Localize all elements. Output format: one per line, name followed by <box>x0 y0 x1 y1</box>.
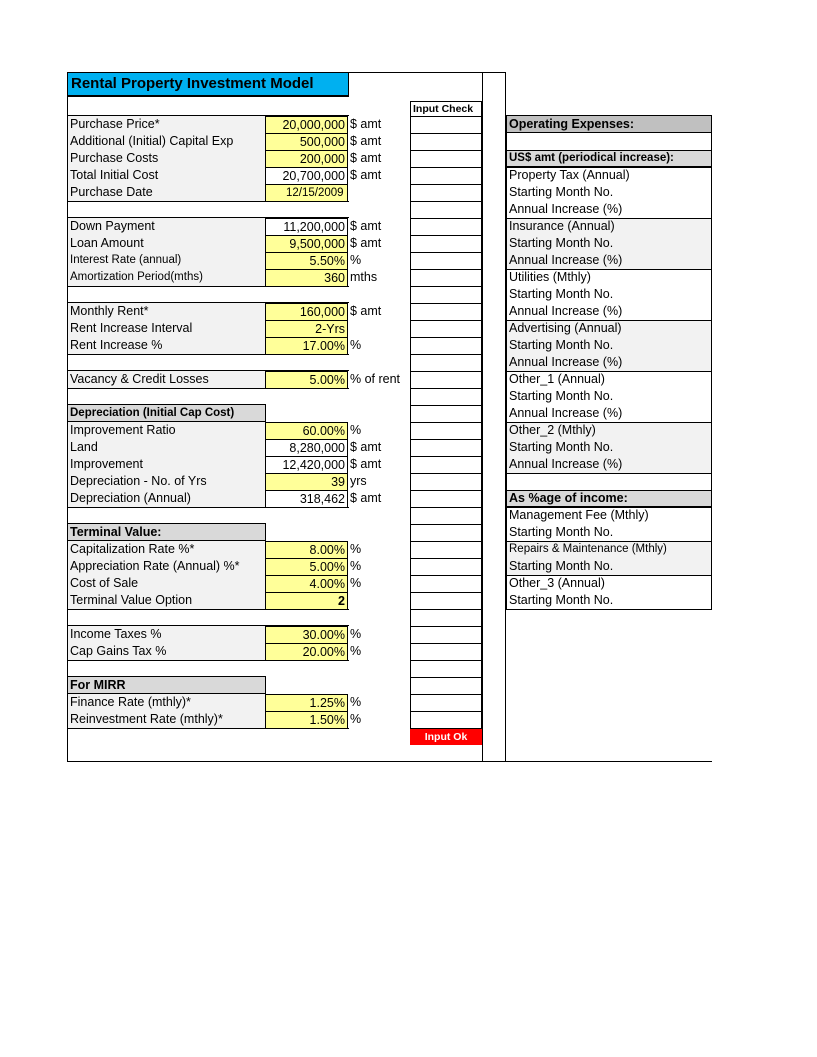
terminal-header: Terminal Value: <box>67 523 266 541</box>
rent-interval-label: Rent Increase Interval <box>68 320 265 337</box>
expense-annual-increase: Annual Increase (%) <box>509 253 623 267</box>
total-initial-cost-unit: $ amt <box>350 168 382 182</box>
purchase-date-label: Purchase Date <box>68 184 265 201</box>
input-check-cell <box>410 116 482 134</box>
input-check-cell <box>410 575 482 593</box>
amortization-unit: mths <box>350 270 378 284</box>
down-payment-unit: $ amt <box>350 219 382 233</box>
improvement-label: Improvement <box>68 456 265 473</box>
input-check-header: Input Check <box>410 101 482 116</box>
block-border-bottom <box>67 354 349 355</box>
amortization-input[interactable]: 360 <box>265 269 348 287</box>
income-tax-input[interactable]: 30.00% <box>265 626 348 644</box>
expense-start-month: Starting Month No. <box>509 338 614 352</box>
expense-name: Advertising (Annual) <box>509 321 622 335</box>
depreciation-annual-label: Depreciation (Annual) <box>68 490 265 507</box>
depreciation-header: Depreciation (Initial Cap Cost) <box>67 404 266 422</box>
vacancy-unit: % of rent <box>350 372 401 386</box>
input-check-cell <box>410 490 482 508</box>
monthly-rent-input[interactable]: 160,000 <box>265 303 348 321</box>
improvement-ratio-unit: % <box>350 423 362 437</box>
expense-start-month: Starting Month No. <box>509 440 614 454</box>
income-pct-start-month: Starting Month No. <box>509 525 614 539</box>
input-check-cell <box>410 711 482 729</box>
income-pct-name: Management Fee (Mthly) <box>509 508 649 522</box>
cap-rate-unit: % <box>350 542 362 556</box>
reinvest-rate-input[interactable]: 1.50% <box>265 711 348 729</box>
title-divider <box>67 96 349 97</box>
loan-amount-label: Loan Amount <box>68 235 265 252</box>
capital-exp-input[interactable]: 500,000 <box>265 133 348 151</box>
income-pct-start-month: Starting Month No. <box>509 593 614 607</box>
income-pct-start-month: Starting Month No. <box>509 559 614 573</box>
rent-increase-unit: % <box>350 338 362 352</box>
expense-annual-increase: Annual Increase (%) <box>509 406 623 420</box>
interest-rate-label: Interest Rate (annual) <box>68 252 265 269</box>
operating-gap-box <box>506 133 712 150</box>
loan-amount-input[interactable]: 9,500,000 <box>265 235 348 253</box>
appreciation-unit: % <box>350 559 362 573</box>
input-check-cell <box>410 660 482 678</box>
depreciation-years-label: Depreciation - No. of Yrs <box>68 473 265 490</box>
depreciation-years-unit: yrs <box>350 474 367 488</box>
improvement-unit: $ amt <box>350 457 382 471</box>
income-tax-label: Income Taxes % <box>68 626 265 643</box>
finance-rate-input[interactable]: 1.25% <box>265 694 348 712</box>
block-border-bottom <box>67 609 349 610</box>
income-tax-unit: % <box>350 627 362 641</box>
expense-start-month: Starting Month No. <box>509 236 614 250</box>
purchase-price-label: Purchase Price* <box>68 116 265 133</box>
cost-of-sale-unit: % <box>350 576 362 590</box>
expense-name: Insurance (Annual) <box>509 219 615 233</box>
input-check-cell <box>410 643 482 661</box>
input-check-cell <box>410 558 482 576</box>
cost-of-sale-label: Cost of Sale <box>68 575 265 592</box>
cap-gains-label: Cap Gains Tax % <box>68 643 265 660</box>
expense-name: Other_1 (Annual) <box>509 372 605 386</box>
down-payment-label: Down Payment <box>68 218 265 235</box>
input-check-cell <box>410 388 482 406</box>
input-ok-status: Input Ok <box>410 729 482 745</box>
monthly-rent-label: Monthly Rent* <box>68 303 265 320</box>
expense-annual-increase: Annual Increase (%) <box>509 355 623 369</box>
interest-rate-unit: % <box>350 253 362 267</box>
input-check-cell <box>410 626 482 644</box>
land-value: 8,280,000 <box>265 439 348 457</box>
improvement-ratio-label: Improvement Ratio <box>68 422 265 439</box>
input-check-cell <box>410 405 482 423</box>
input-check-cell <box>410 694 482 712</box>
input-check-cell <box>410 303 482 321</box>
expense-name: Utilities (Mthly) <box>509 270 591 284</box>
appreciation-label: Appreciation Rate (Annual) %* <box>68 558 265 575</box>
input-check-cell <box>410 184 482 202</box>
vacancy-input[interactable]: 5.00% <box>265 371 348 389</box>
operating-gap-box <box>506 473 712 490</box>
loan-amount-unit: $ amt <box>350 236 382 250</box>
page-title: Rental Property Investment Model <box>67 72 349 96</box>
rent-increase-label: Rent Increase % <box>68 337 265 354</box>
input-check-cell <box>410 507 482 525</box>
input-check-cell <box>410 439 482 457</box>
input-check-cell <box>410 541 482 559</box>
depreciation-annual-unit: $ amt <box>350 491 382 505</box>
cap-gains-unit: % <box>350 644 362 658</box>
input-check-cell <box>410 269 482 287</box>
improvement-ratio-input[interactable]: 60.00% <box>265 422 348 440</box>
expense-name: Other_2 (Mthly) <box>509 423 596 437</box>
down-payment-value: 11,200,000 <box>265 218 348 236</box>
land-unit: $ amt <box>350 440 382 454</box>
appreciation-input[interactable]: 5.00% <box>265 558 348 576</box>
block-border-bottom <box>67 728 349 729</box>
expense-annual-increase: Annual Increase (%) <box>509 304 623 318</box>
land-label: Land <box>68 439 265 456</box>
usd-amount-subheader: US$ amt (periodical increase): <box>506 150 712 167</box>
input-check-cell <box>410 422 482 440</box>
expense-annual-increase: Annual Increase (%) <box>509 457 623 471</box>
expense-annual-increase: Annual Increase (%) <box>509 202 623 216</box>
capital-exp-label: Additional (Initial) Capital Exp <box>68 133 265 150</box>
block-border-bottom <box>67 507 349 508</box>
expense-start-month: Starting Month No. <box>509 389 614 403</box>
purchase-price-input[interactable]: 20,000,000 <box>265 116 348 134</box>
input-check-cell <box>410 235 482 253</box>
input-check-cell <box>410 133 482 151</box>
input-check-cell <box>410 371 482 389</box>
vacancy-label: Vacancy & Credit Losses <box>68 371 265 388</box>
input-check-cell <box>410 456 482 474</box>
total-initial-cost-label: Total Initial Cost <box>68 167 265 184</box>
expense-start-month: Starting Month No. <box>509 185 614 199</box>
frame-bottom-line <box>67 761 712 762</box>
cap-rate-input[interactable]: 8.00% <box>265 541 348 559</box>
amortization-label: Amortization Period(mths) <box>68 269 265 286</box>
finance-rate-unit: % <box>350 695 362 709</box>
block-border-bottom <box>67 660 349 661</box>
input-check-cell <box>410 150 482 168</box>
interest-rate-input[interactable]: 5.50% <box>265 252 348 270</box>
purchase-date-input[interactable]: 12/15/2009 <box>265 184 348 202</box>
cap-rate-label: Capitalization Rate %* <box>68 541 265 558</box>
input-check-cell <box>410 524 482 542</box>
block-border-bottom <box>67 286 349 287</box>
purchase-costs-unit: $ amt <box>350 151 382 165</box>
reinvest-rate-unit: % <box>350 712 362 726</box>
rent-increase-input[interactable]: 17.00% <box>265 337 348 355</box>
input-check-cell <box>410 286 482 304</box>
block-border-bottom <box>67 388 349 389</box>
expense-name: Property Tax (Annual) <box>509 168 630 182</box>
input-check-cell <box>410 320 482 338</box>
input-check-cell <box>410 592 482 610</box>
purchase-costs-label: Purchase Costs <box>68 150 265 167</box>
input-check-cell <box>410 218 482 236</box>
input-check-cell <box>410 167 482 185</box>
purchase-price-unit: $ amt <box>350 117 382 131</box>
reinvest-rate-label: Reinvestment Rate (mthly)* <box>68 711 265 728</box>
monthly-rent-unit: $ amt <box>350 304 382 318</box>
terminal-option-select[interactable]: 2 <box>265 592 348 610</box>
cap-gains-input[interactable]: 20.00% <box>265 643 348 661</box>
input-check-cell <box>410 609 482 627</box>
operating-expenses-header: Operating Expenses: <box>506 115 712 133</box>
rent-interval-select[interactable]: 2-Yrs <box>265 320 348 338</box>
capital-exp-unit: $ amt <box>350 134 382 148</box>
frame-mid-line <box>482 72 483 762</box>
input-check-cell <box>410 473 482 491</box>
income-pct-name: Other_3 (Annual) <box>509 576 605 590</box>
block-border-bottom <box>67 201 349 202</box>
finance-rate-label: Finance Rate (mthly)* <box>68 694 265 711</box>
improvement-value: 12,420,000 <box>265 456 348 474</box>
cost-of-sale-input[interactable]: 4.00% <box>265 575 348 593</box>
input-check-cell <box>410 252 482 270</box>
input-check-cell <box>410 337 482 355</box>
input-check-cell <box>410 354 482 372</box>
income-pct-name: Repairs & Maintenance (Mthly) <box>509 543 667 555</box>
mirr-header: For MIRR <box>67 676 266 694</box>
terminal-option-label: Terminal Value Option <box>68 592 265 609</box>
purchase-costs-input[interactable]: 200,000 <box>265 150 348 168</box>
input-check-cell <box>410 677 482 695</box>
total-initial-cost-value: 20,700,000 <box>265 167 348 185</box>
input-check-cell <box>410 201 482 219</box>
depreciation-annual-value: 318,462 <box>265 490 348 508</box>
depreciation-years-input[interactable]: 39 <box>265 473 348 491</box>
percent-income-subheader: As %age of income: <box>506 490 712 507</box>
expense-start-month: Starting Month No. <box>509 287 614 301</box>
